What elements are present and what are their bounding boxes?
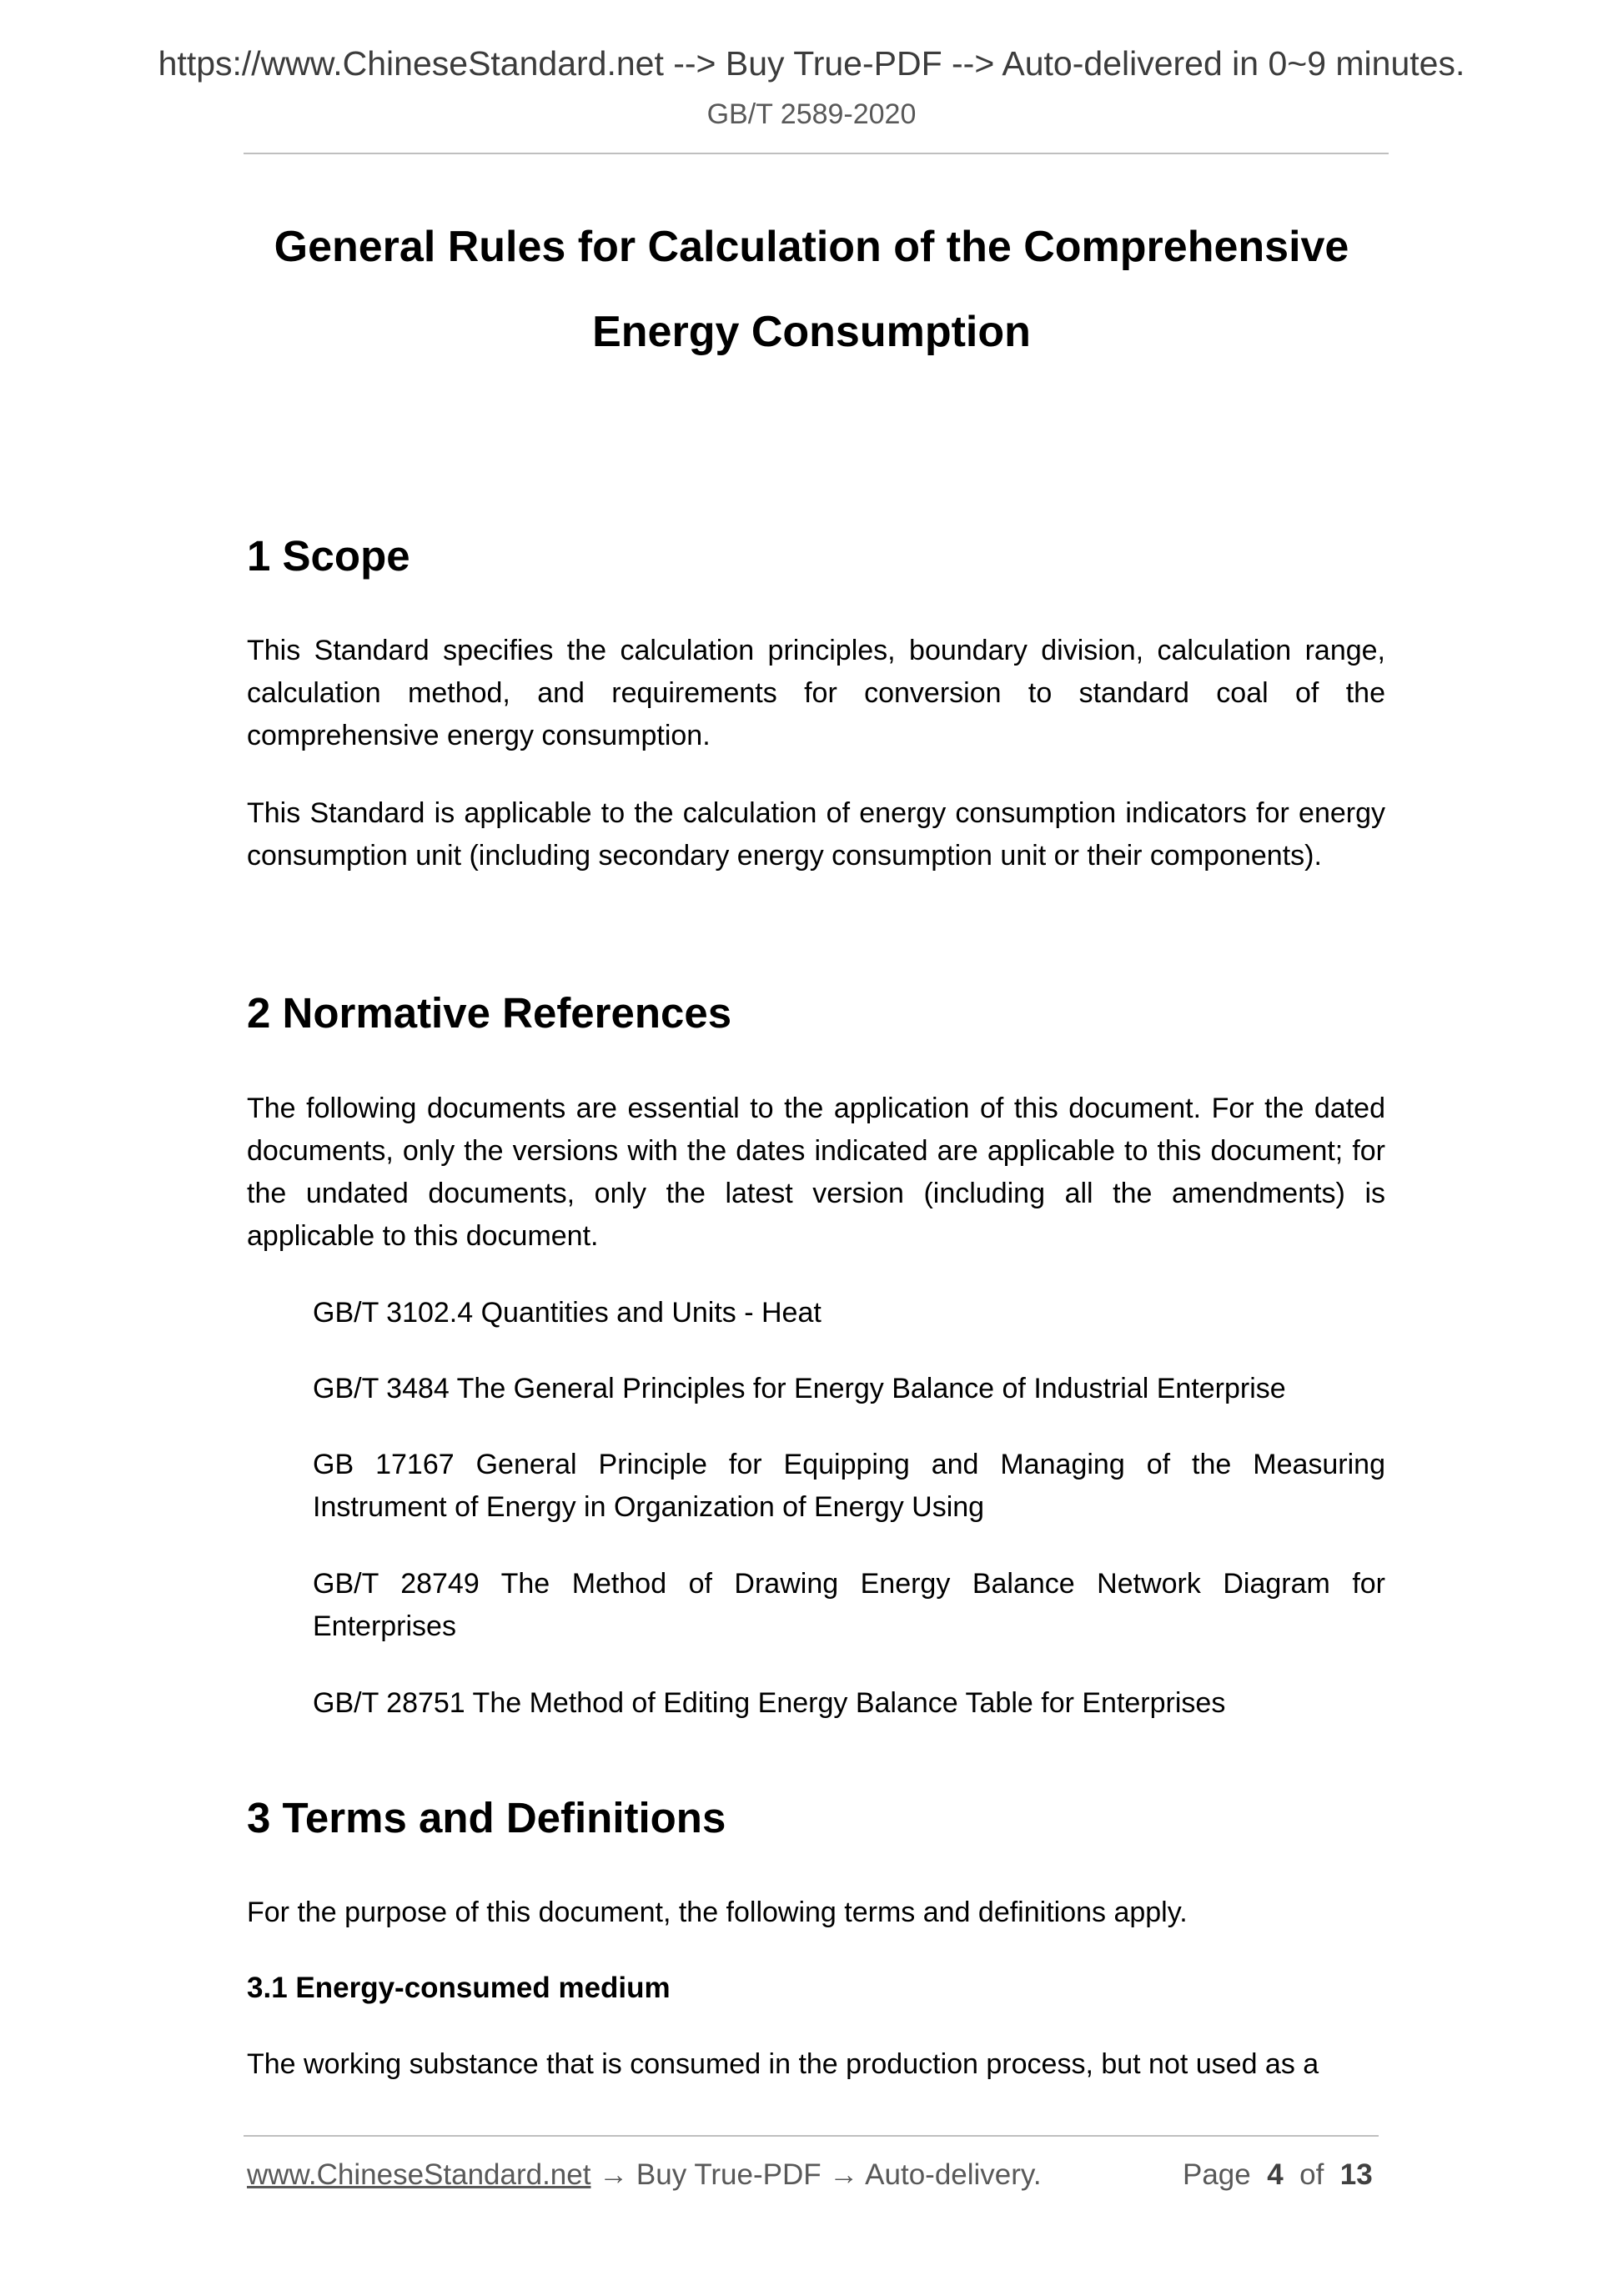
reference-item: GB/T 3102.4 Quantities and Units - Heat xyxy=(313,1297,822,1329)
header-standard-number: GB/T 2589-2020 xyxy=(706,98,917,130)
terms-intro: For the purpose of this document, the following terms and definitions apply. xyxy=(247,1897,1188,1928)
page-total: 13 xyxy=(1339,2158,1373,2191)
reference-item: GB/T 28749 The Method of Drawing Energy Balance Network Diagram for Enterprises xyxy=(313,1568,1385,1642)
reference-item: GB 17167 General Principle for Equipping and Managing of the Measuring Instrument of Energy in Organization of Energy Using xyxy=(313,1449,1385,1523)
footer-tail-text: → Buy True-PDF → Auto-delivery. xyxy=(590,2158,1042,2191)
page-label: Page xyxy=(1183,2158,1251,2191)
reference-item: GB/T 28751 The Method of Editing Energy Balance Table for Enterprises xyxy=(313,1687,1226,1719)
document-title-line-2: Energy Consumption xyxy=(592,308,1031,356)
page-number: 4 xyxy=(1267,2158,1284,2191)
scope-paragraph-2: This Standard is applicable to the calculation of energy consumption indicators for energy consumption unit (including secondary energy consumption unit or their components). xyxy=(247,797,1385,872)
energy-consumed-medium-text: The working substance that is consumed in the production process, but not used as a xyxy=(247,2048,1319,2080)
footer-website-link[interactable]: www.ChineseStandard.net xyxy=(247,2158,591,2191)
header-divider xyxy=(244,153,1389,154)
reference-item: GB/T 3484 The General Principles for Energy Balance of Industrial Enterprise xyxy=(313,1373,1286,1404)
document-title-line-1: General Rules for Calculation of the Comprehensive xyxy=(274,223,1349,271)
footer-left xyxy=(247,2158,1042,2193)
scope-paragraph-1: This Standard specifies the calculation principles, boundary division, calculation range, calculation method, and requirements for conversion to standard coal of the comprehensive energy consumption. xyxy=(247,635,1385,751)
subsection-heading-energy-consumed-medium: 3.1 Energy-consumed medium xyxy=(247,1972,671,2004)
footer-divider xyxy=(244,2135,1379,2137)
section-heading-scope: 1 Scope xyxy=(247,532,410,580)
section-heading-terms-and-definitions: 3 Terms and Definitions xyxy=(247,1794,726,1841)
section-heading-normative-references: 2 Normative References xyxy=(247,989,732,1037)
header-url-line: https://www.ChineseStandard.net --> Buy True-PDF --> Auto-delivered in 0~9 minutes. xyxy=(158,44,1465,83)
footer-page-indicator xyxy=(1183,2158,1373,2193)
normative-references-intro: The following documents are essential to the application of this document. For the dated documents, only the versions with the dates indicated are applicable to this document; for the undated documents, only the latest version (including all the amendments) is applicable to this document. xyxy=(247,1093,1385,1252)
of-label: of xyxy=(1299,2158,1324,2191)
